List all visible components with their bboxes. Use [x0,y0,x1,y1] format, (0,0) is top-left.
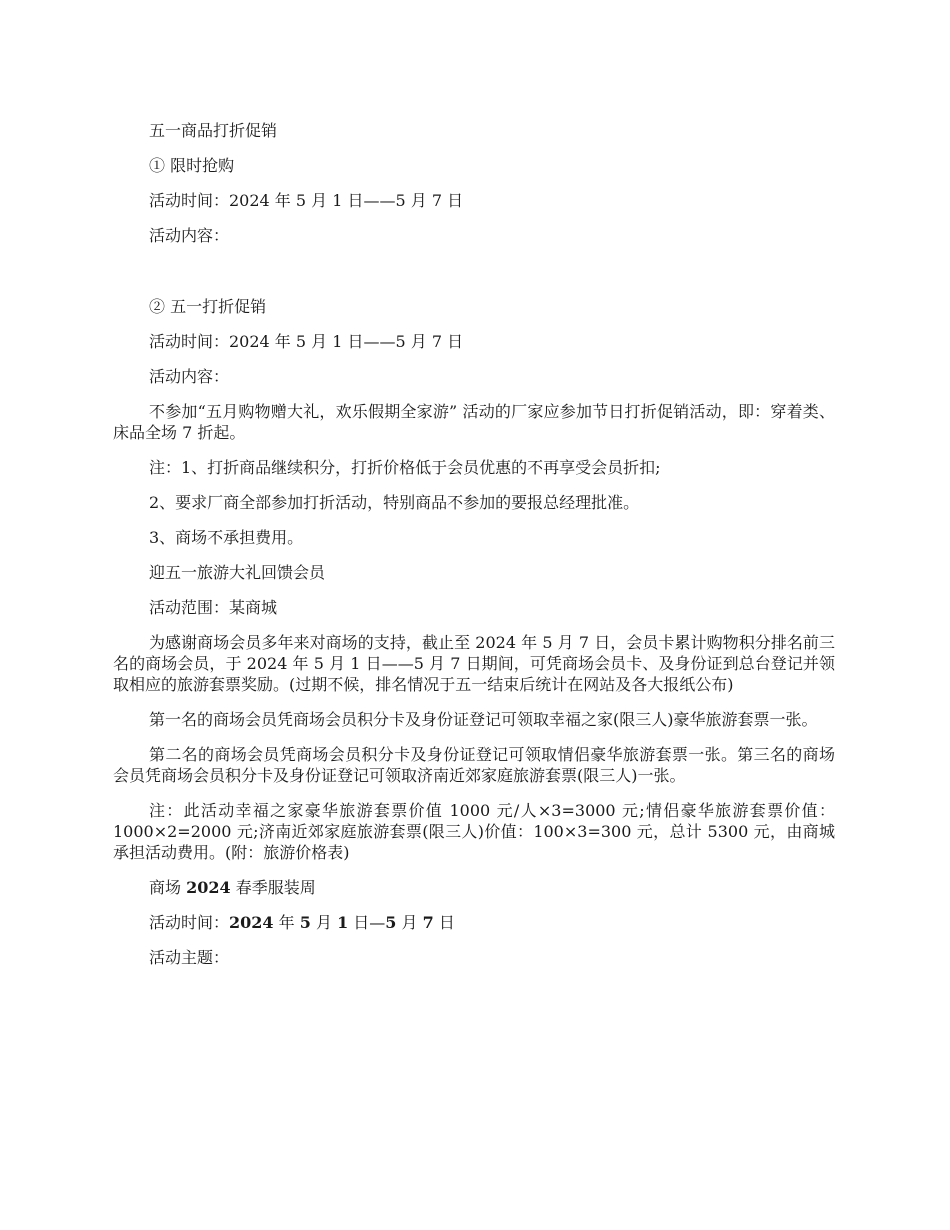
time-text: 日— [348,913,386,932]
activity-time [113,912,835,933]
subheading-flash-sale: ① 限时抢购 [149,156,235,175]
document-page [113,120,835,982]
body-paragraph: 第一名的商场会员凭商场会员积分卡及身份证登记可领取幸福之家(限三人)豪华旅游套票一张。 [149,710,818,729]
body-paragraph: 不参加“五月购物赠大礼，欢乐假期全家游” 活动的厂家应参加节日打折促销活动，即：穿着类、床品全场 7 折起。 [113,402,835,442]
section-heading-spring-clothing-week [113,877,835,898]
activity-time: 活动时间：2024 年 5 月 1 日——5 月 7 日 [149,191,464,210]
note-item-2: 2、要求厂商全部参加打折活动，特别商品不参加的要报总经理批准。 [149,493,640,512]
time-year: 2024 [229,913,274,932]
section-heading-travel-gift: 迎五一旅游大礼回馈会员 [149,563,326,582]
time-month: 5 [385,913,397,932]
note-item-1: 注：1、打折商品继续积分，打折价格低于会员优惠的不再享受会员折扣; [149,458,661,477]
time-day: 1 [337,913,349,932]
title-year: 2024 [186,878,231,897]
section-heading-may-day-discount: 五一商品打折促销 [149,121,278,140]
time-text: 月 [396,913,423,932]
time-day: 7 [422,913,434,932]
title-prefix: 商场 [149,878,187,897]
activity-time: 活动时间：2024 年 5 月 1 日——5 月 7 日 [149,332,464,351]
time-label: 活动时间： [149,913,230,932]
body-paragraph: 第二名的商场会员凭商场会员积分卡及身份证登记可领取情侣豪华旅游套票一张。第三名的商场会员凭商场会员积分卡及身份证登记可领取济南近郊家庭旅游套票(限三人)一张。 [113,745,835,785]
activity-theme-label: 活动主题： [149,948,230,967]
time-month: 5 [299,913,311,932]
activity-content-label: 活动内容： [149,367,230,386]
subheading-discount-promotion: ② 五一打折促销 [149,297,267,316]
activity-scope: 活动范围：某商城 [149,598,278,617]
activity-content-label: 活动内容： [149,226,230,245]
body-paragraph: 为感谢商场会员多年来对商场的支持，截止至 2024 年 5 月 7 日，会员卡累计购物积分排名前三名的商场会员，于 2024 年 5 月 1 日——5 月 7 日期间，可凭商场会员卡、及身份证到总台登记并领取相应的旅游套票奖励。(过期不候，排名情况于五一结束后统计在网站及各大报纸公布) [113,633,835,694]
note-paragraph: 注：此活动幸福之家豪华旅游套票价值 1000 元/人×3=3000 元;情侣豪华旅游套票价值：1000×2=2000 元;济南近郊家庭旅游套票(限三人)价值：100×3=300 元，总计 5300 元，由商城承担活动费用。(附：旅游价格表) [113,801,835,862]
title-suffix: 春季服装周 [230,878,316,897]
time-text: 年 [273,913,300,932]
note-item-3: 3、商场不承担费用。 [149,528,304,547]
time-text: 月 [310,913,338,932]
time-text: 日 [433,913,455,932]
